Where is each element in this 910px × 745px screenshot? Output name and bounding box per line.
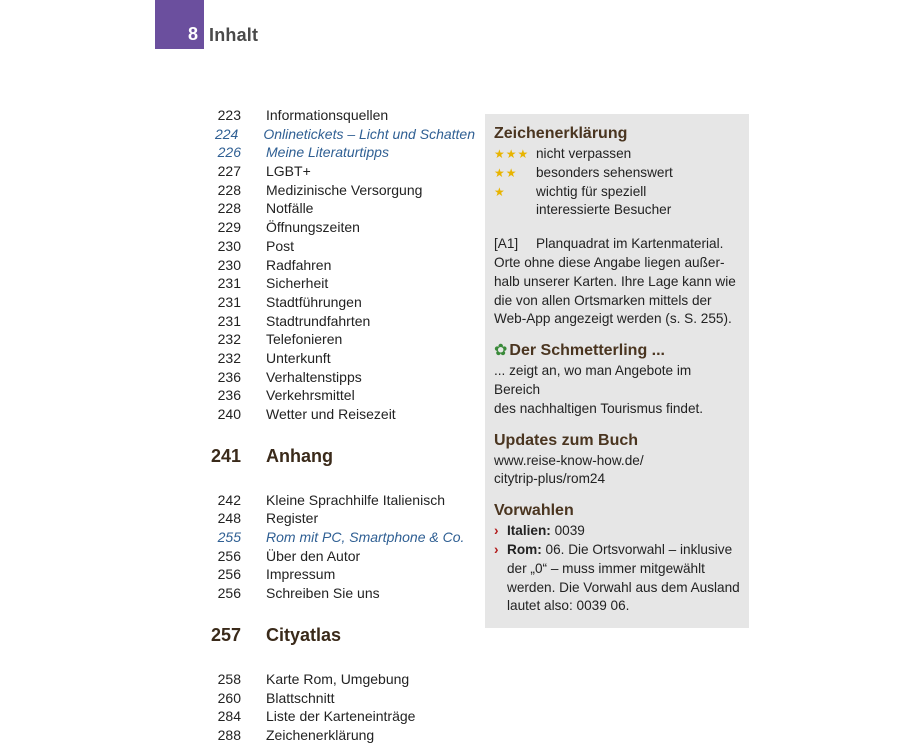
toc-entry[interactable] (205, 670, 475, 689)
toc-entry-title: Sicherheit (266, 275, 329, 292)
toc-page-number: 232 (217, 331, 241, 348)
vorwahl-italien (494, 522, 740, 541)
toc-entry[interactable] (205, 274, 475, 293)
butterfly-icon: ✿ (494, 342, 508, 360)
toc-entry-title: Kleine Sprachhilfe Italienisch (266, 491, 445, 508)
toc-entry-title: Öffnungszeiten (266, 219, 360, 236)
toc-entry-title: Onlinetickets – Licht und Schatten (263, 125, 475, 142)
grid-text: halb unserer Karten. Ihre Lage kann wie (494, 273, 736, 289)
vorwahl-rom-cont (494, 597, 740, 616)
butterfly-heading (494, 341, 740, 361)
toc-page-number: 231 (217, 293, 241, 310)
toc-entry-title: Karte Rom, Umgebung (266, 670, 410, 687)
grid-text: die von allen Ortsmarken mittels der (494, 292, 712, 308)
grid-text: Web-App angezeigt werden (s. S. 255). (494, 311, 732, 327)
two-stars-icon: ★★ (494, 165, 518, 180)
toc-page-number: 248 (217, 510, 241, 527)
toc-page-number: 284 (217, 708, 241, 725)
toc-entry-title: Impressum (266, 566, 336, 583)
toc-entry[interactable] (205, 106, 475, 125)
grid-code: [A1] (494, 236, 519, 252)
toc-entry[interactable] (205, 199, 475, 218)
legend-heading: Zeichenerklärung (494, 125, 628, 142)
toc-page-number: 224 (214, 125, 239, 142)
toc-entry[interactable] (205, 368, 475, 387)
vorwahl-value: 0039 (550, 523, 585, 539)
three-stars-icon: ★★★ (494, 147, 530, 161)
updates-url[interactable]: citytrip-plus/rom24 (494, 471, 606, 487)
grid-explanation (494, 235, 740, 254)
toc-page-number: 227 (217, 163, 241, 180)
toc-entry-title: LGBT+ (266, 163, 311, 180)
toc-page-number: 231 (217, 312, 241, 329)
toc-page-number: 232 (217, 349, 241, 366)
section-cityatlas[interactable] (205, 620, 475, 650)
legend-label: nicht verpassen (536, 146, 632, 161)
vorwahl-value: 06. Die Ortsvorwahl – inklusive (541, 541, 733, 557)
vorwahl-text: werden. Die Vorwahl aus dem Ausland (507, 579, 740, 595)
toc-page-number: 229 (217, 219, 241, 236)
toc-entry[interactable] (205, 330, 475, 349)
toc-entry[interactable] (205, 547, 475, 566)
toc-entry-title: Medizinische Versorgung (266, 181, 423, 198)
toc-entry[interactable] (205, 689, 475, 708)
toc-entry-title: Meine Literaturtipps (266, 144, 389, 161)
toc-page-number: 230 (217, 237, 241, 254)
toc-entry-title: Radfahren (266, 256, 332, 273)
toc-page-number: 258 (217, 670, 241, 687)
toc-entry-title: Schreiben Sie uns (266, 585, 380, 602)
legend-row-3-stars (494, 145, 740, 164)
chevron-right-icon: › (494, 541, 499, 557)
toc-entry-title: Informationsquellen (266, 107, 389, 123)
legend-label: interessierte Besucher (536, 202, 672, 218)
toc-entry[interactable] (205, 405, 475, 424)
toc-page-number: 256 (217, 566, 241, 583)
toc-entry-title: Register (266, 510, 319, 527)
vorwahl-rom (494, 541, 740, 560)
toc-page-number: 260 (217, 689, 241, 706)
grid-text: Planquadrat im Kartenmaterial. (536, 236, 724, 252)
vorwahl-label: Rom: (507, 541, 542, 557)
section-title: Cityatlas (266, 624, 342, 645)
toc-entry-title: Notfälle (266, 200, 314, 217)
toc-entry[interactable] (205, 125, 475, 144)
toc-entry[interactable] (205, 181, 475, 200)
section-title: Anhang (266, 445, 333, 466)
toc-entry-title: Wetter und Reisezeit (266, 406, 396, 422)
section-page: 257 (210, 624, 241, 645)
toc-entry[interactable] (205, 726, 475, 745)
toc-entry-title: Unterkunft (266, 349, 331, 366)
toc-entry[interactable] (205, 162, 475, 181)
legend-row-1-star-cont (494, 201, 740, 220)
legend-row-1-star (494, 183, 740, 202)
vorwahl-text: lautet also: 0039 06. (507, 598, 630, 614)
toc-entry-title: Über den Autor (266, 547, 361, 564)
legend-label: besonders sehenswert (536, 164, 673, 180)
toc-entry[interactable] (205, 528, 475, 547)
butterfly-text: ... zeigt an, wo man Angebote im Bereich (494, 363, 692, 397)
toc-entry[interactable] (205, 707, 475, 726)
grid-text: Orte ohne diese Angabe liegen außer- (494, 254, 725, 270)
toc-page-number: 228 (217, 200, 241, 217)
updates-heading: Updates zum Buch (494, 431, 639, 449)
section-page: 241 (210, 445, 241, 466)
toc-entry-title: Telefonieren (266, 331, 343, 348)
updates-url[interactable]: www.reise-know-how.de/ (494, 452, 644, 468)
table-of-contents (205, 106, 475, 745)
vorwahl-text: der „0“ – muss immer mitgewählt (507, 560, 705, 576)
vorwahl-label: Italien: (507, 523, 551, 539)
toc-entry[interactable] (205, 565, 475, 584)
info-sidebar (485, 114, 749, 628)
toc-page-number: 256 (217, 585, 241, 602)
toc-entry[interactable] (205, 237, 475, 256)
toc-page-number: 288 (217, 726, 241, 743)
section-anhang[interactable] (205, 441, 475, 471)
toc-entry[interactable] (205, 293, 475, 312)
toc-entry[interactable] (205, 491, 475, 510)
toc-page-number: 236 (217, 387, 241, 404)
toc-page-number: 228 (217, 181, 241, 198)
vorwahlen-heading: Vorwahlen (494, 502, 574, 520)
toc-entry[interactable] (205, 312, 475, 331)
toc-entry[interactable] (205, 509, 475, 528)
legend-row-2-stars (494, 164, 740, 183)
toc-page-number: 230 (217, 256, 241, 273)
toc-page-number: 255 (217, 529, 241, 546)
legend-label: wichtig für speziell (536, 183, 647, 199)
vorwahl-rom-cont (494, 560, 740, 579)
page-title: Inhalt (209, 25, 259, 45)
toc-page-number: 223 (217, 107, 241, 123)
toc-entry-title: Stadtrundfahrten (266, 312, 371, 329)
toc-entry-title: Blattschnitt (266, 689, 335, 706)
toc-entry-title: Stadtführungen (266, 293, 362, 310)
toc-entry[interactable] (205, 256, 475, 275)
toc-entry-title: Verhaltenstipps (266, 368, 362, 385)
page-number: 8 (155, 0, 204, 49)
page-header (155, 0, 258, 49)
toc-entry[interactable] (205, 349, 475, 368)
toc-entry[interactable] (205, 386, 475, 405)
toc-page-number: 226 (217, 144, 241, 161)
toc-entry-title: Rom mit PC, Smartphone & Co. (266, 529, 465, 546)
toc-entry-title: Liste der Karteneinträge (266, 708, 416, 725)
toc-page-number: 256 (217, 547, 241, 564)
vorwahl-rom-cont (494, 579, 740, 598)
butterfly-text: des nachhaltigen Tourismus findet. (494, 400, 704, 416)
one-star-icon: ★ (494, 184, 506, 199)
toc-entry-title: Zeichenerklärung (266, 726, 375, 743)
toc-page-number: 240 (217, 406, 241, 422)
toc-entry-title: Post (266, 237, 295, 254)
toc-entry[interactable] (205, 143, 475, 162)
chevron-right-icon: › (494, 523, 499, 539)
toc-entry[interactable] (205, 218, 475, 237)
toc-entry[interactable] (205, 584, 475, 603)
toc-page-number: 231 (217, 275, 241, 292)
toc-entry-title: Verkehrsmittel (266, 387, 355, 404)
butterfly-title: Der Schmetterling ... (509, 342, 665, 360)
toc-page-number: 236 (217, 368, 241, 385)
toc-page-number: 242 (217, 491, 241, 508)
